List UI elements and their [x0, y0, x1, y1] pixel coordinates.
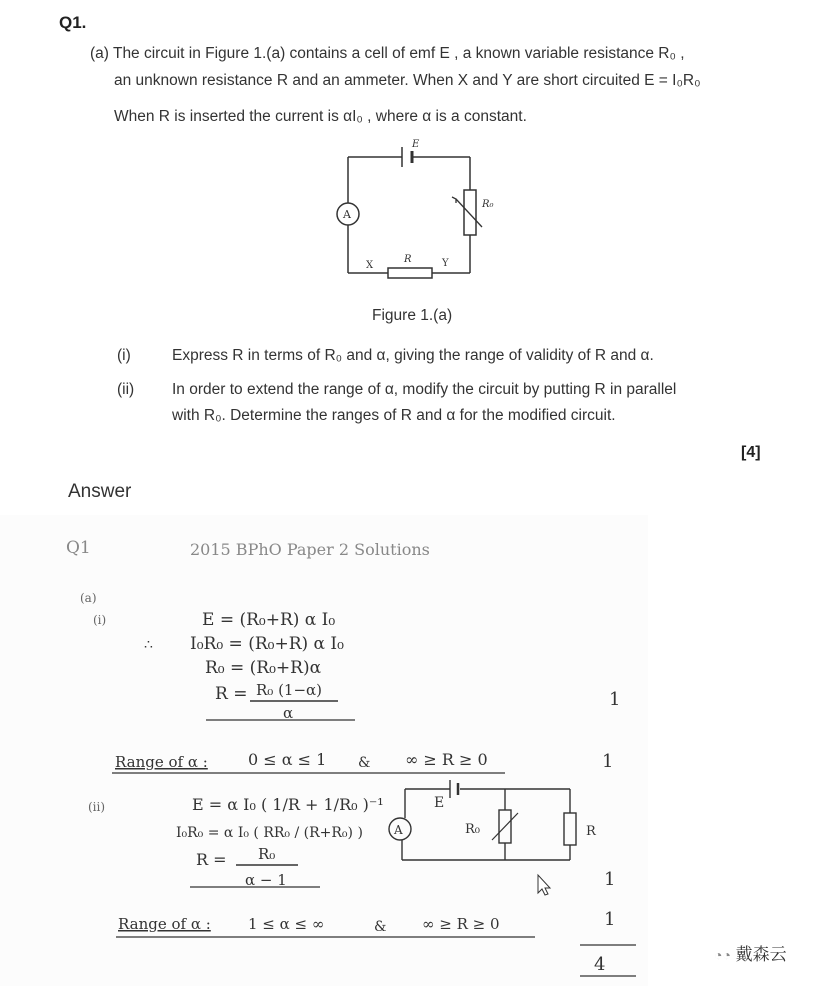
range-ii-and: & — [374, 919, 387, 935]
solution-part-ii: (ii) — [88, 800, 106, 814]
part-ii-label: (ii) — [117, 381, 135, 398]
question-part-a-line3: When R is inserted the current is αI₀ , where α is a constant. — [114, 108, 527, 125]
sketch-r0-label: R₀ — [465, 822, 480, 837]
watermark-text: 戴森云 — [735, 945, 787, 964]
part-i-label: (i) — [117, 347, 131, 364]
solution-title: 2015 BPhO Paper 2 Solutions — [190, 540, 430, 559]
range-i-and: & — [358, 755, 371, 771]
solution-eq3: R₀ = (R₀+R)α — [205, 658, 322, 678]
mark-range-ii: 1 — [604, 909, 616, 930]
mark-range-i: 1 — [602, 751, 614, 772]
solution-eq1: E = (R₀+R) α I₀ — [202, 610, 336, 630]
terminal-x-label: X — [366, 260, 374, 271]
terminal-y-label: Y — [442, 258, 449, 269]
solution-eq4-lhs: R = — [215, 684, 248, 704]
solution-eq2: I₀R₀ = (R₀+R) α I₀ — [190, 634, 344, 654]
wechat-icon: ◔◔ — [714, 947, 731, 963]
part-ii-line2: with R₀. Determine the ranges of R and α for the modified circuit. — [172, 407, 616, 424]
cell-label: E — [412, 139, 420, 150]
question-panel — [0, 0, 836, 475]
mark-total: 4 — [594, 954, 606, 975]
range-ii-r: ∞ ≥ R ≥ 0 — [422, 915, 500, 933]
solution-eq7-lhs: R = — [196, 850, 227, 869]
part-ii-line1: In order to extend the range of α, modify the circuit by putting R in parallel — [172, 381, 677, 398]
question-part-a-line2: an unknown resistance R and an ammeter. When X and Y are short circuited E = I₀R₀ — [114, 72, 701, 89]
marks-badge: [4] — [741, 444, 761, 461]
resistor-label: R — [404, 254, 412, 265]
sketch-e-label: E — [434, 795, 445, 811]
solution-eq4-denominator: α — [283, 704, 294, 722]
variable-arrow-head — [452, 197, 456, 203]
range-i-r: ∞ ≥ R ≥ 0 — [405, 750, 488, 769]
solution-q-label: Q1 — [66, 538, 91, 558]
handwritten-solution — [0, 515, 836, 986]
watermark — [714, 940, 787, 965]
sketch-r-label: R — [586, 824, 596, 839]
ammeter-label: A — [343, 208, 351, 221]
answer-heading: Answer — [68, 481, 132, 502]
sketch-a-label: A — [394, 823, 403, 837]
range-ii-label: Range of α : — [118, 915, 211, 933]
question-part-a-line1: (a) The circuit in Figure 1.(a) contains a cell of emf E , a known variable resistance R₀ , — [90, 45, 685, 62]
figure-caption: Figure 1.(a) — [372, 307, 453, 324]
range-ii-alpha: 1 ≤ α ≤ ∞ — [248, 915, 325, 933]
solution-eq6: I₀R₀ = α I₀ ( RR₀ / (R+R₀) ) — [176, 825, 363, 841]
solution-eq7-denominator: α − 1 — [245, 871, 287, 889]
mark-part-i: 1 — [609, 689, 621, 710]
solution-eq4-numerator: R₀ (1−α) — [256, 681, 323, 699]
resistor-r — [388, 268, 432, 278]
solution-eq5: E = α I₀ ( 1/R + 1/R₀ )⁻¹ — [192, 795, 384, 814]
variable-resistor — [464, 190, 476, 235]
solution-eq7-numerator: R₀ — [258, 845, 276, 863]
range-i-label: Range of α : — [115, 753, 208, 771]
mark-part-ii: 1 — [604, 869, 616, 890]
circuit-diagram — [330, 135, 494, 285]
solution-part-i: (i) — [93, 613, 107, 627]
therefore-symbol: ∴ — [144, 637, 153, 653]
question-number: Q1. — [59, 13, 87, 32]
range-i-alpha: 0 ≤ α ≤ 1 — [248, 750, 327, 769]
variable-resistor-label: R₀ — [482, 199, 494, 210]
part-i-text: Express R in terms of R₀ and α, giving the range of validity of R and α. — [172, 347, 654, 364]
solution-part-a: (a) — [80, 591, 97, 605]
